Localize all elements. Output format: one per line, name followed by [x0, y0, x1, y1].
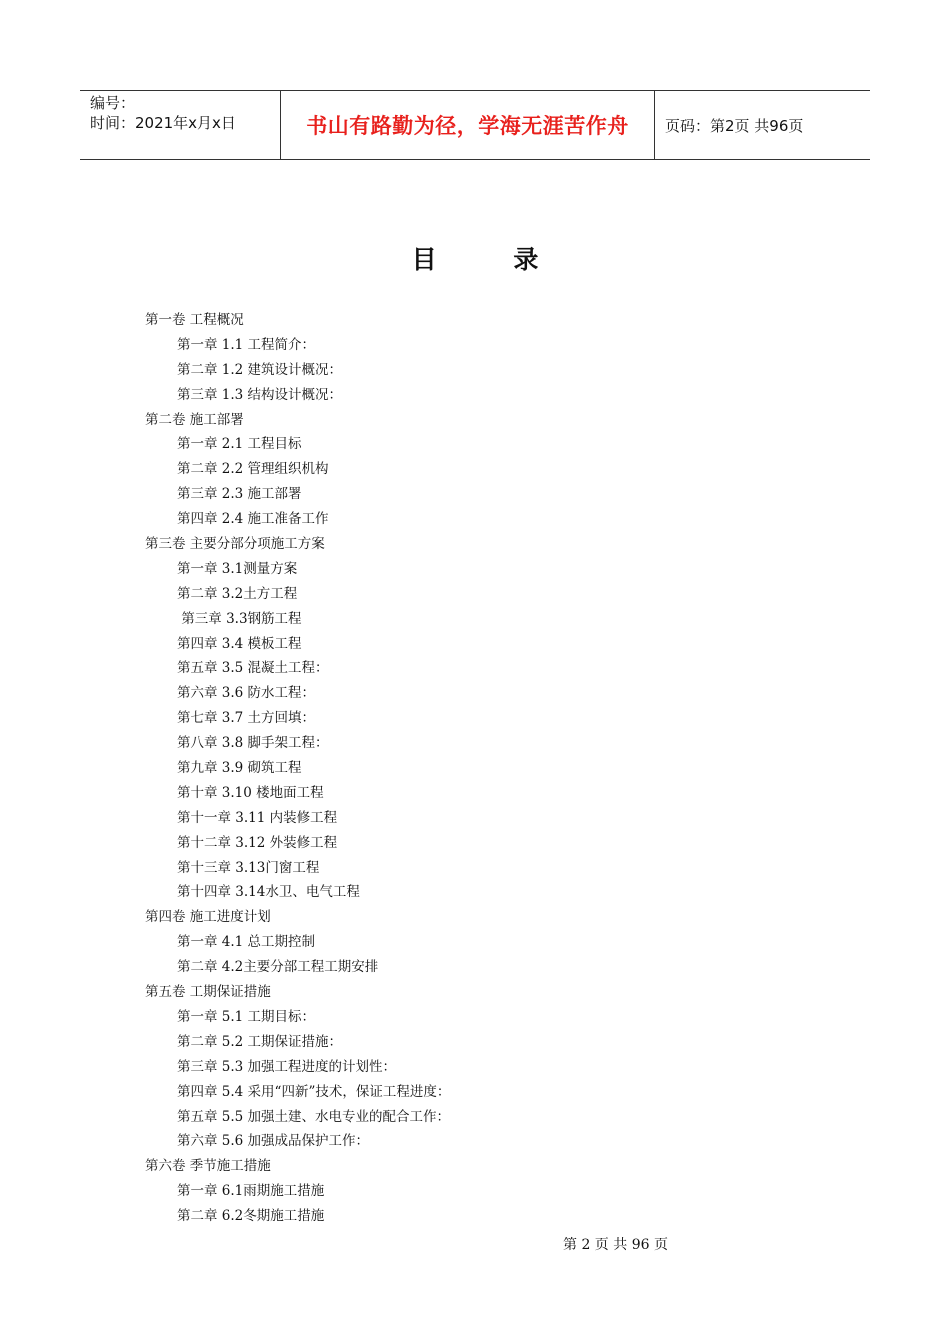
- toc-chapter-item: 第五章 3.5 混凝土工程：: [177, 660, 329, 677]
- header-page-info: 页码：第2页 共96页: [665, 116, 804, 135]
- toc-chapter-item: 第一章 1.1 工程简介：: [177, 336, 316, 353]
- toc-chapter-item: 第一章 3.1测量方案: [177, 560, 298, 577]
- toc-chapter-item: 第三章 3.3钢筋工程: [177, 610, 302, 627]
- toc-chapter-item: 第九章 3.9 砌筑工程: [177, 760, 302, 777]
- page-footer: 第 2 页 共 96 页: [563, 1237, 668, 1253]
- page-header: [80, 90, 870, 160]
- toc-chapter-item: 第十章 3.10 楼地面工程: [177, 784, 324, 801]
- toc-chapter-item: 第十二章 3.12 外装修工程: [177, 834, 338, 851]
- toc-chapter-item: 第四章 2.4 施工准备工作: [177, 511, 329, 528]
- toc-volume-item: 第一卷 工程概况: [145, 312, 244, 328]
- header-meta: [80, 91, 281, 159]
- toc-chapter-item: 第六章 3.6 防水工程：: [177, 685, 316, 702]
- header-number-label: 编号：: [90, 94, 136, 112]
- toc-volume-item: 第四卷 施工进度计划: [145, 909, 271, 926]
- toc-chapter-item: 第六章 5.6 加强成品保护工作：: [177, 1133, 370, 1150]
- toc-chapter-item: 第一章 5.1 工期目标：: [177, 1008, 316, 1025]
- toc-chapter-item: 第一章 2.1 工程目标: [177, 436, 302, 453]
- toc-chapter-item: 第八章 3.8 脚手架工程：: [177, 735, 329, 752]
- table-of-contents: [145, 308, 845, 1229]
- toc-chapter-item: 第四章 5.4 采用“四新”技术，保证工程进度：: [177, 1083, 451, 1100]
- document-title: 目 录: [411, 245, 573, 274]
- toc-volume-item: 第五卷 工期保证措施: [145, 984, 271, 1001]
- toc-chapter-item: 第二章 3.2土方工程: [177, 585, 298, 602]
- toc-chapter-item: 第三章 2.3 施工部署: [177, 486, 302, 503]
- toc-volume-item: 第三卷 主要分部分项施工方案: [145, 536, 325, 553]
- toc-chapter-item: 第五章 5.5 加强土建、水电专业的配合工作：: [177, 1108, 451, 1125]
- toc-chapter-item: 第三章 1.3 结构设计概况：: [177, 386, 343, 403]
- toc-volume-item: 第二卷 施工部署: [145, 411, 244, 428]
- header-time-label: 时间：2021年x月x日: [90, 114, 236, 132]
- toc-chapter-item: 第一章 4.1 总工期控制: [177, 934, 316, 951]
- toc-chapter-item: 第十一章 3.11 内装修工程: [177, 809, 338, 826]
- header-motto: 书山有路勤为径，学海无涯苦作舟: [281, 91, 655, 159]
- toc-chapter-item: 第二章 2.2 管理组织机构: [177, 461, 329, 478]
- toc-chapter-item: 第三章 5.3 加强工程进度的计划性：: [177, 1058, 397, 1075]
- toc-chapter-item: 第七章 3.7 土方回填：: [177, 710, 316, 727]
- toc-chapter-item: 第二章 1.2 建筑设计概况：: [177, 361, 343, 378]
- toc-volume-item: 第六卷 季节施工措施: [145, 1158, 271, 1175]
- toc-chapter-item: 第二章 4.2主要分部工程工期安排: [177, 959, 379, 976]
- toc-chapter-item: 第四章 3.4 模板工程: [177, 635, 302, 652]
- toc-chapter-item: 第十三章 3.13门窗工程: [177, 859, 320, 876]
- toc-chapter-item: 第二章 6.2冬期施工措施: [177, 1208, 325, 1225]
- toc-chapter-item: 第二章 5.2 工期保证措施：: [177, 1033, 343, 1050]
- toc-chapter-item: 第十四章 3.14水卫、电气工程: [177, 884, 360, 901]
- toc-chapter-item: 第一章 6.1雨期施工措施: [177, 1183, 325, 1200]
